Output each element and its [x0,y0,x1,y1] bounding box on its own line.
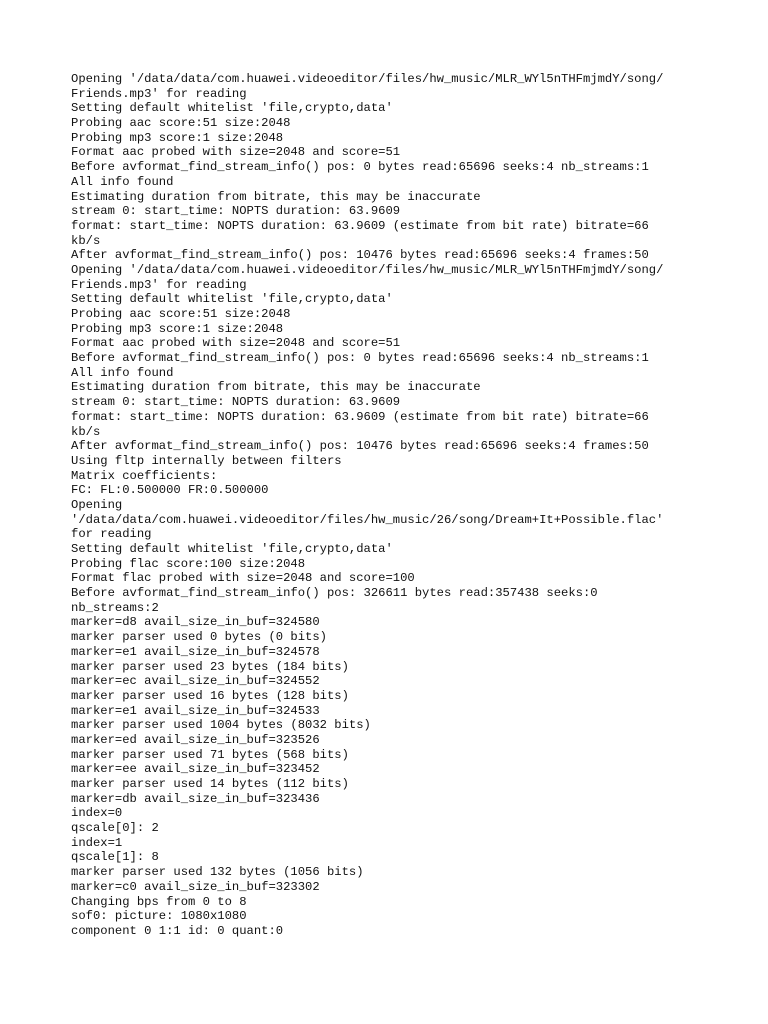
log-line: Format aac probed with size=2048 and score=51 [71,336,401,351]
log-line: Setting default whitelist 'file,crypto,data' [71,101,393,116]
log-line: marker=db avail_size_in_buf=323436 [71,791,320,806]
log-line: stream 0: start_time: NOPTS duration: 63.9609 [71,204,401,219]
log-line: marker=ec avail_size_in_buf=324552 [71,674,320,689]
log-line: marker=c0 avail_size_in_buf=323302 [71,879,320,894]
log-line: index=1 [71,835,123,850]
log-line: Setting default whitelist 'file,crypto,data' [71,542,393,556]
log-line: Friends.mp3' for reading [71,86,247,101]
log-line: FC: FL:0.500000 FR:0.500000 [71,483,269,498]
log-line: marker parser used 23 bytes (184 bits) [71,659,349,674]
log-line: stream 0: start_time: NOPTS duration: 63.9609 [71,395,401,410]
log-line: Friends.mp3' for reading [71,277,247,292]
log-line: kb/s [71,424,101,439]
log-line: marker=e1 avail_size_in_buf=324578 [71,644,320,659]
log-line: Opening [71,497,123,512]
log-line: Probing aac score:51 size:2048 [71,307,291,321]
log-line: Matrix coefficients: [71,468,218,483]
log-line: Format aac probed with size=2048 and score=51 [71,145,401,160]
log-line: '/data/data/com.huawei.videoeditor/files/hw_music/26/song/Dream+It+Possible.flac' [71,512,664,527]
log-line: marker=ee avail_size_in_buf=323452 [71,762,320,777]
log-line: marker=d8 avail_size_in_buf=324580 [71,615,320,630]
log-line: index=0 [71,806,123,821]
log-line: Probing mp3 score:1 size:2048 [71,130,284,145]
log-line: format: start_time: NOPTS duration: 63.9609 (estimate from bit rate) bitrate=66 [71,409,649,424]
log-line: Opening '/data/data/com.huawei.videoeditor/files/hw_music/MLR_WYl5nTHFmjmdY/song/ [71,72,664,86]
log-line: Estimating duration from bitrate, this may be inaccurate [71,189,481,204]
log-line: marker parser used 71 bytes (568 bits) [71,747,349,762]
log-line: Format flac probed with size=2048 and score=100 [71,571,415,586]
log-line: kb/s [71,233,101,248]
log-line: format: start_time: NOPTS duration: 63.9609 (estimate from bit rate) bitrate=66 [71,218,649,233]
log-line: Probing aac score:51 size:2048 [71,116,291,131]
log-line: marker=e1 avail_size_in_buf=324533 [71,703,320,718]
log-line: marker parser used 16 bytes (128 bits) [71,688,349,703]
log-line: component 0 1:1 id: 0 quant:0 [71,923,284,938]
log-line: Opening '/data/data/com.huawei.videoeditor/files/hw_music/MLR_WYl5nTHFmjmdY/song/ [71,262,664,277]
log-line: Changing bps from 0 to 8 [71,894,247,909]
log-line: All info found [71,365,174,380]
log-text-block [71,72,711,939]
log-line: marker parser used 132 bytes (1056 bits) [71,865,364,880]
log-line: After avformat_find_stream_info() pos: 10476 bytes read:65696 seeks:4 frames:50 [71,439,649,454]
log-line: All info found [71,174,174,189]
log-line: Estimating duration from bitrate, this may be inaccurate [71,380,481,395]
log-line: After avformat_find_stream_info() pos: 10476 bytes read:65696 seeks:4 frames:50 [71,248,649,263]
log-line: Probing mp3 score:1 size:2048 [71,321,284,336]
log-line: sof0: picture: 1080x1080 [71,909,247,924]
log-line: marker parser used 0 bytes (0 bits) [71,630,327,645]
log-line: for reading [71,527,152,542]
log-line: marker=ed avail_size_in_buf=323526 [71,732,320,747]
log-line: Probing flac score:100 size:2048 [71,556,306,571]
log-line: marker parser used 14 bytes (112 bits) [71,777,349,791]
log-line: Before avformat_find_stream_info() pos: 0 bytes read:65696 seeks:4 nb_streams:1 [71,160,649,175]
log-line: Using fltp internally between filters [71,453,342,468]
log-line: nb_streams:2 [71,600,159,615]
log-line: marker parser used 1004 bytes (8032 bits) [71,718,371,733]
log-line: Setting default whitelist 'file,crypto,data' [71,292,393,307]
log-line: Before avformat_find_stream_info() pos: 326611 bytes read:357438 seeks:0 [71,586,598,601]
log-line: qscale[0]: 2 [71,821,159,836]
log-line: Before avformat_find_stream_info() pos: 0 bytes read:65696 seeks:4 nb_streams:1 [71,351,649,366]
log-line: qscale[1]: 8 [71,850,159,865]
